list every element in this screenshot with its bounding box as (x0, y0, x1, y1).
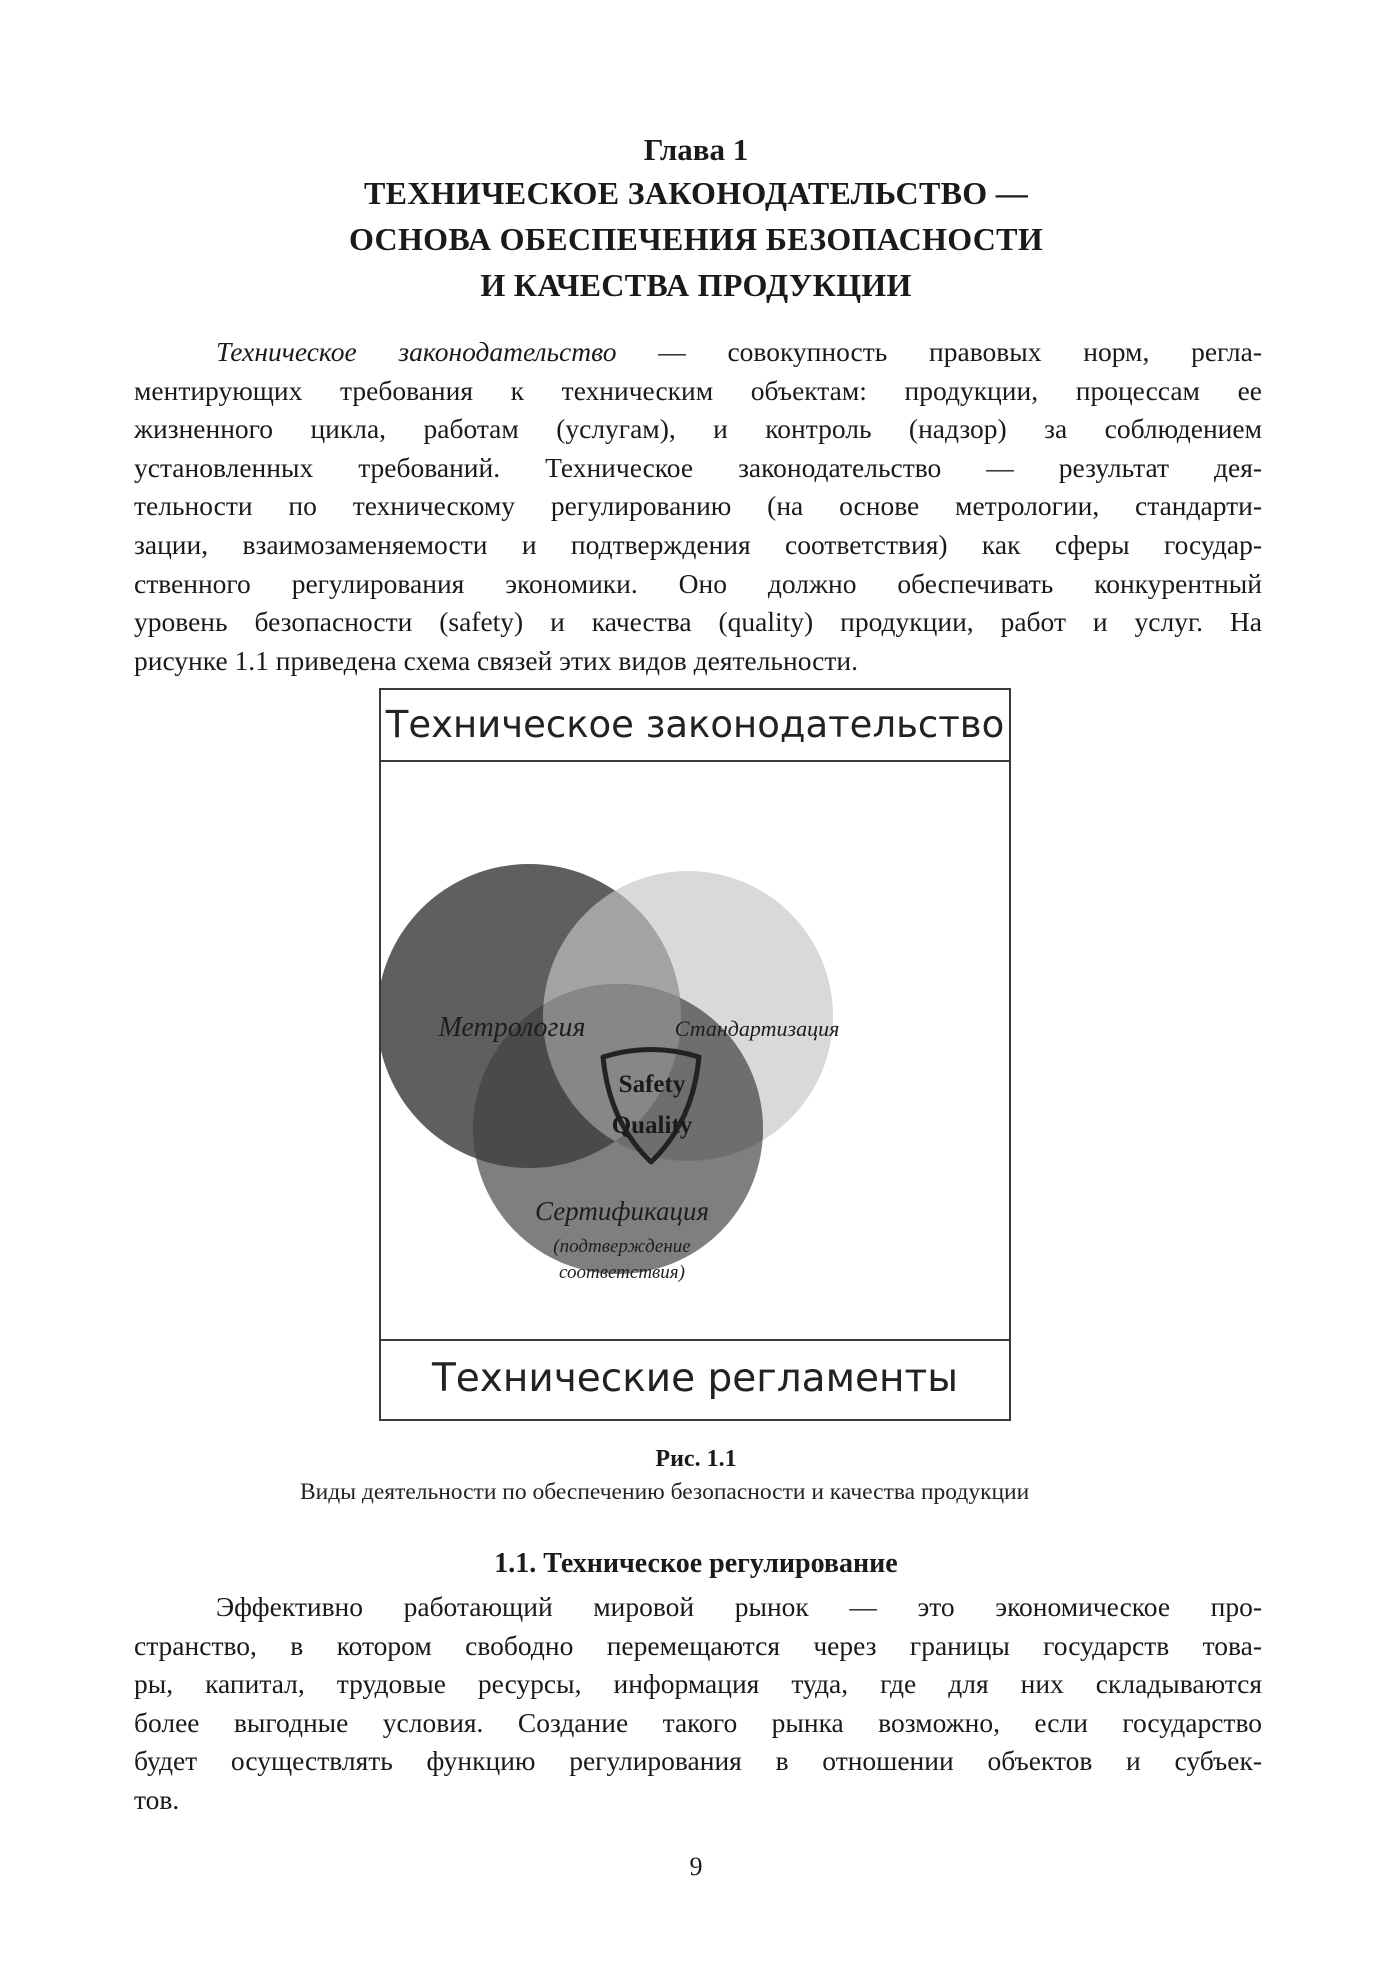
chapter-number: Глава 1 (643, 132, 749, 167)
certification-sub-label-2: соответствия) (559, 1262, 685, 1283)
venn-diagram (381, 762, 1009, 1343)
figure-caption-text: Виды деятельности по обеспечению безопасности и качества продукции (300, 1479, 1030, 1505)
intro-paragraph (134, 333, 1262, 680)
intro-line-5: тельности по техническому регулированию (на основе метрологии, стандарти- (134, 490, 1262, 522)
metrology-label: Метрология (438, 1012, 586, 1043)
chapter-title-line-1: ТЕХНИЧЕСКОЕ ЗАКОНОДАТЕЛЬСТВО — (363, 175, 1029, 211)
intro-line-2: ментирующих требования к техническим объектам: продукции, процессам ее (134, 374, 1262, 406)
page-number: 9 (689, 1852, 703, 1881)
center-label-safety: Safety (618, 1071, 686, 1098)
section-paragraph (134, 1588, 1262, 1820)
chapter-title-line-3: И КАЧЕСТВА ПРОДУКЦИИ (480, 267, 912, 303)
intro-line-1 (134, 333, 1262, 372)
section-line-3: ры, капитал, трудовые ресурсы, информация туда, где для них складываются (134, 1668, 1262, 1700)
figure-bottom-label: Технические регламенты (381, 1339, 1009, 1419)
certification-sub-label-1: (подтверждение (553, 1236, 691, 1257)
figure-frame (379, 688, 1011, 1421)
section-heading: 1.1. Техническое регулирование (494, 1548, 898, 1579)
intro-line-7: ственного регулирования экономики. Оно должно обеспечивать конкурентный (134, 567, 1262, 599)
figure-caption-title: Рис. 1.1 (655, 1446, 737, 1472)
certification-label: Сертификация (535, 1196, 709, 1226)
intro-line-4: установленных требований. Техническое законодательство — результат дея- (134, 451, 1262, 483)
intro-line-1-text: — совокупность правовых норм, регла- (616, 336, 1262, 367)
chapter-header (0, 130, 1392, 308)
section-line-2: странство, в котором свободно перемещаются через границы государств това- (134, 1629, 1262, 1661)
section-line-1: Эффективно работающий мировой рынок — это экономическое про- (216, 1591, 1262, 1622)
intro-line-9: рисунке 1.1 приведена схема связей этих видов деятельности. (134, 644, 858, 676)
intro-line-3: жизненного цикла, работам (услугам), и контроль (надзор) за соблюдением (134, 413, 1262, 445)
standardization-label: Стандартизация (674, 1016, 840, 1041)
center-label-quality: Quality (611, 1112, 693, 1139)
intro-line-8: уровень безопасности (safety) и качества (quality) продукции, работ и услуг. На (134, 606, 1262, 638)
intro-line-6: зации, взаимозаменяемости и подтверждения соответствия) как сферы государ- (134, 528, 1262, 560)
figure-top-label: Техническое законодательство (381, 690, 1009, 762)
chapter-title-line-2: ОСНОВА ОБЕСПЕЧЕНИЯ БЕЗОПАСНОСТИ (348, 221, 1044, 257)
section-line-4: более выгодные условия. Создание такого рынка возможно, если государство (134, 1706, 1262, 1738)
intro-term: Техническое законодательство (216, 336, 617, 367)
section-line-5: будет осуществлять функцию регулирования в отношении объектов и субъек- (134, 1745, 1262, 1777)
section-line-6: тов. (134, 1783, 180, 1815)
